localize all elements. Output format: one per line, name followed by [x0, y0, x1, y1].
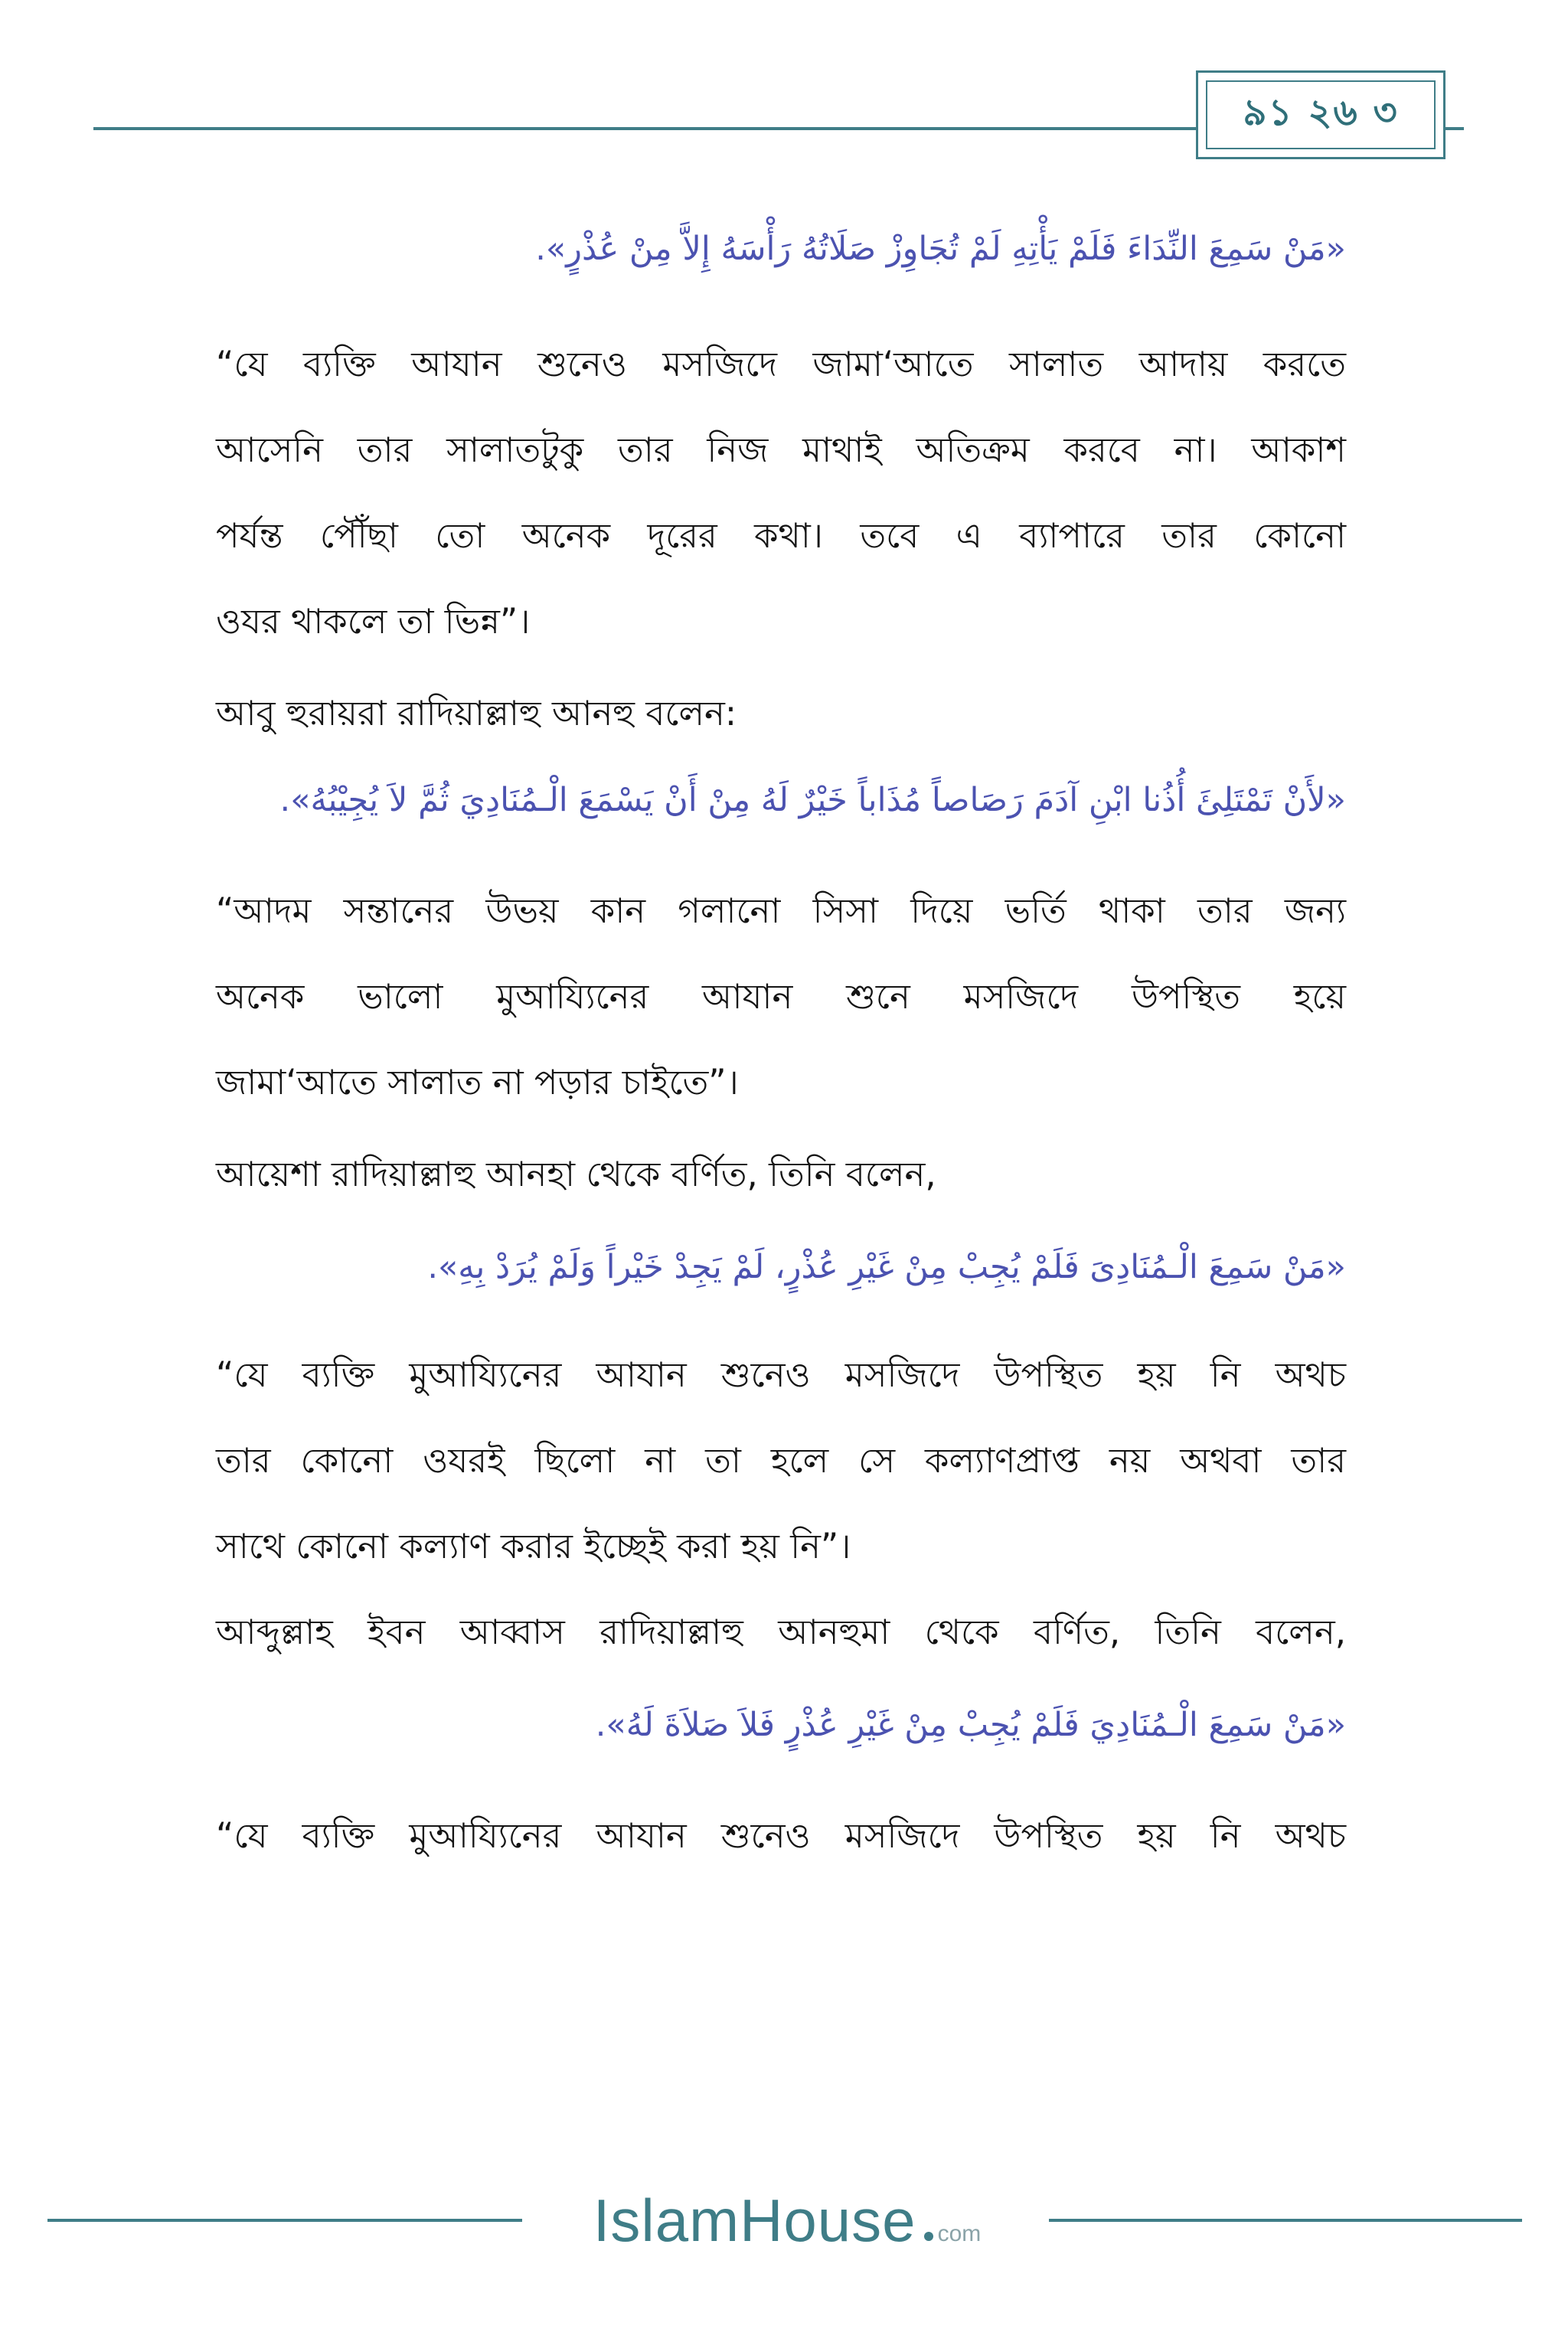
- page-number-box: [1196, 70, 1446, 159]
- arabic-quote-2: «لأَنْ تَمْتَلِئَ أُذُنا ابْنِ آدَمَ رَصَاصاً مُذَاباً خَيْرٌ لَهُ مِنْ أَنْ يَسْمَعَ الْـمُنَادِيَ ثُمَّ لاَ يُجِيْبُهُ».: [279, 781, 1346, 819]
- arabic-quote-3: «مَنْ سَمِعَ الْـمُنَادِىَ فَلَمْ يُجِبْ مِنْ غَيْرِ عُذْرٍ، لَمْ يَجِدْ خَيْراً وَلَمْ يُرَدْ بِهِ».: [427, 1248, 1346, 1286]
- paragraph-line: আবু হুরায়রা রাদিয়াল্লাহু আনহু বলেন:: [216, 693, 737, 733]
- paragraph-line: সাথে কোনো কল্যাণ করার ইচ্ছেই করা হয় নি”।: [216, 1526, 851, 1566]
- translation-paragraph-4: [216, 1793, 1346, 1879]
- paragraph-line: “যে ব্যক্তি মুআয্যিনের আযান শুনেও মসজিদে উপস্থিত হয় নি অথচ: [216, 1354, 1346, 1395]
- paragraph-line: পর্যন্ত পৌঁছা তো অনেক দূরের কথা। তবে এ ব্যাপারে তার কোনো: [216, 515, 1346, 556]
- footer-rule-right: [1049, 2219, 1522, 2222]
- paragraph-line: আয়েশা রাদিয়াল্লাহু আনহা থেকে বর্ণিত, তিনি বলেন,: [216, 1154, 936, 1194]
- page-number-frame: [1206, 80, 1436, 149]
- translation-paragraph-1: [216, 322, 1346, 665]
- paragraph-line: “যে ব্যক্তি আযান শুনেও মসজিদে জামা‘আতে সালাত আদায় করতে: [216, 344, 1346, 384]
- logo-wordmark: IslamHouse: [593, 2187, 916, 2254]
- islamhouse-logo: [542, 2186, 1032, 2255]
- narrator-intro-4: [216, 1589, 1346, 1675]
- paragraph-line: জামা‘আতে সালাত না পড়ার চাইতে”।: [216, 1062, 739, 1102]
- page-number: ৯১ ২৬ ৩: [1243, 90, 1399, 134]
- paragraph-line: আব্দুল্লাহ ইবন আব্বাস রাদিয়াল্লাহু আনহুমা থেকে বর্ণিত, তিনি বলেন,: [216, 1612, 1346, 1652]
- narrator-intro-3: [216, 1132, 1346, 1217]
- logo-suffix: com: [937, 2221, 982, 2246]
- paragraph-line: আসেনি তার সালাতটুকু তার নিজ মাথাই অতিক্রম করবে না। আকাশ: [216, 430, 1346, 470]
- footer-rule-left: [47, 2219, 522, 2222]
- paragraph-line: “আদম সন্তানের উভয় কান গলানো সিসা দিয়ে ভর্তি থাকা তার জন্য: [216, 890, 1346, 931]
- translation-paragraph-2: [216, 868, 1346, 1125]
- arabic-quote-4: «مَنْ سَمِعَ الْـمُنَادِيَ فَلَمْ يُجِبْ مِنْ غَيْرِ عُذْرٍ فَلاَ صَلاَةَ لَهُ».: [595, 1706, 1346, 1744]
- paragraph-line: তার কোনো ওযরই ছিলো না তা হলে সে কল্যাণপ্রাপ্ত নয় অথবা তার: [216, 1440, 1346, 1481]
- arabic-quote-1: «مَنْ سَمِعَ النِّدَاءَ فَلَمْ يَأْتِهِ لَمْ تُجَاوِزْ صَلَاتُهُ رَأْسَهُ إِلاَّ مِنْ عُذْرٍ».: [535, 230, 1346, 268]
- paragraph-line: “যে ব্যক্তি মুআয্যিনের আযান শুনেও মসজিদে উপস্থিত হয় নি অথচ: [216, 1815, 1346, 1856]
- paragraph-line: ওযর থাকলে তা ভিন্ন”।: [216, 601, 531, 642]
- paragraph-line: অনেক ভালো মুআয্যিনের আযান শুনে মসজিদে উপস্থিত হয়ে: [216, 976, 1346, 1017]
- narrator-intro-2: [216, 671, 1346, 756]
- translation-paragraph-3: [216, 1332, 1346, 1589]
- logo-dot-icon: [924, 2232, 933, 2241]
